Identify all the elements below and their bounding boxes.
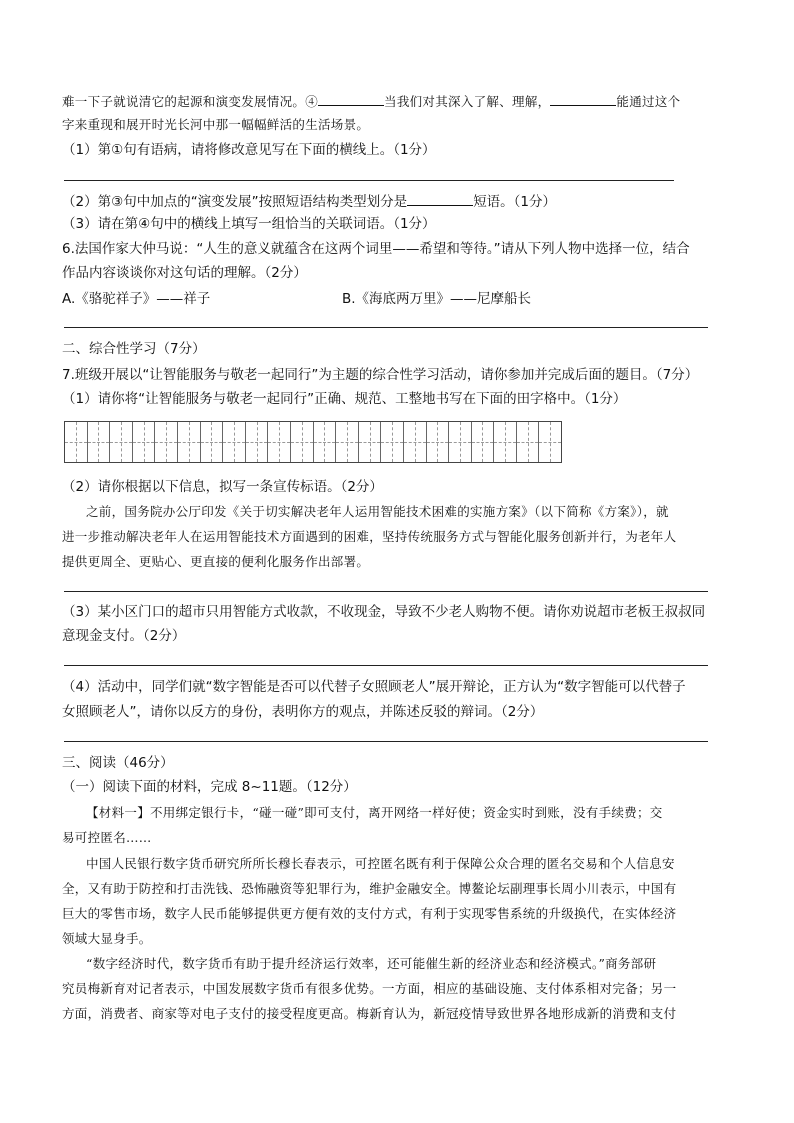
q7-stem: 7.班级开展以“让智能服务与敬老一起同行”为主题的综合性学习活动，请你参加并完成后面的题目。（7分）	[62, 367, 699, 383]
passage-text: 能通过这个	[616, 94, 681, 109]
material-para-2-line-1: “数字经济时代，数字货币有助于提升经济运行效率，还可能催生新的经济业态和经济模式。”商务部研	[86, 956, 657, 971]
q7-sub1: （1）请你将“让智能服务与敬老一起同行”正确、规范、工整地书写在下面的田字格中。（1分）	[62, 391, 627, 407]
material-para-1-line-2: 全，又有助于防控和打击洗钱、恐怖融资等犯罪行为，维护金融安全。博鳌论坛副理事长周小川表示，中国有	[62, 881, 677, 896]
section-2-title: 二、综合性学习（7分）	[62, 341, 206, 357]
grid-cell[interactable]	[427, 422, 450, 462]
q6-line-2: 作品内容谈谈你对这句话的理解。（2分）	[62, 265, 307, 281]
answer-line[interactable]	[64, 180, 674, 181]
q6-option-b: B.《海底两万里》——尼摩船长	[342, 291, 532, 307]
blank-1[interactable]	[318, 91, 384, 106]
grid-cell[interactable]	[268, 422, 291, 462]
grid-cell[interactable]	[381, 422, 404, 462]
q6-line-1: 6.法国作家大仲马说：“人生的意义就蕴含在这两个词里——希望和等待。”请从下列人物中选择一位，结合	[62, 241, 690, 257]
grid-cell[interactable]	[88, 422, 111, 462]
grid-cell[interactable]	[155, 422, 178, 462]
tianzige-grid[interactable]	[64, 421, 562, 463]
answer-line[interactable]	[64, 327, 708, 328]
material-para-2-line-3: 方面，消费者、商家等对电子支付的接受程度更高。梅新育认为，新冠疫情导致世界各地形成新的消费和支付	[62, 1006, 677, 1021]
blank-2[interactable]	[550, 91, 616, 106]
material-1-line-1: 【材料一】不用绑定银行卡，“碰一碰”即可支付，离开网络一样好使；资金实时到账，没有手续费；交	[86, 805, 663, 820]
grid-cell[interactable]	[539, 422, 561, 462]
material-para-1-line-3: 巨大的零售市场，数字人民币能够提供更方便有效的支付方式，有利于实现零售系统的升级换代，在实体经济	[62, 906, 677, 921]
q5-sub2-text: 短语。（1分）	[473, 194, 557, 210]
grid-cell[interactable]	[246, 422, 269, 462]
grid-cell[interactable]	[449, 422, 472, 462]
q7-sub3-line-1: （3）某小区门口的超市只用智能方式收款，不收现金，导致不少老人购物不便。请你劝说超市老板王叔叔同	[62, 604, 706, 620]
passage-text: 当我们对其深入了解、理解，	[384, 94, 551, 109]
grid-cell[interactable]	[291, 422, 314, 462]
q7-sub4-line-1: （4）活动中，同学们就“数字智能是否可以代替子女照顾老人”展开辩论，正方认为“数字智能可以代替子	[62, 679, 686, 695]
grid-cell[interactable]	[133, 422, 156, 462]
q5-sub2-text: （2）第③句中加点的“演变发展”按照短语结构类型划分是	[62, 194, 408, 210]
grid-cell[interactable]	[223, 422, 246, 462]
grid-cell[interactable]	[314, 422, 337, 462]
info-line-3: 提供更周全、更贴心、更直接的便利化服务作出部署。	[62, 554, 370, 569]
q5-sub3: （3）请在第④句中的横线上填写一组恰当的关联词语。（1分）	[62, 216, 436, 232]
grid-cell[interactable]	[404, 422, 427, 462]
q6-option-a: A.《骆驼祥子》——祥子	[62, 291, 211, 307]
grid-cell[interactable]	[178, 422, 201, 462]
reading-part-1: （一）阅读下面的材料，完成 8~11题。（12分）	[62, 779, 357, 795]
material-para-2-line-2: 究员梅新育对记者表示，中国发展数字货币有很多优势。一方面，相应的基础设施、支付体系相对完备；另一	[62, 981, 677, 996]
q7-sub4-line-2: 女照顾老人”，请你以反方的身份，表明你方的观点，并陈述反驳的辩词。（2分）	[62, 704, 544, 720]
passage-line-2: 字来重现和展开时光长河中那一幅幅鲜活的生活场景。	[62, 117, 370, 132]
info-line-2: 进一步推动解决老年人在运用智能技术方面遇到的困难，坚持传统服务方式与智能化服务创新并行，为老年人	[62, 529, 677, 544]
blank-3[interactable]	[407, 191, 473, 206]
material-1-line-2: 易可控匿名……	[62, 830, 152, 845]
passage-text: 难一下子就说清它的起源和演变发展情况。④	[62, 94, 319, 109]
info-line-1: 之前，国务院办公厅印发《关于切实解决老年人运用智能技术困难的实施方案》（以下简称《方案》），就	[86, 504, 669, 519]
grid-cell[interactable]	[201, 422, 224, 462]
grid-cell[interactable]	[110, 422, 133, 462]
grid-cell[interactable]	[359, 422, 382, 462]
grid-cell[interactable]	[336, 422, 359, 462]
answer-line[interactable]	[64, 741, 708, 742]
q5-sub2	[62, 191, 556, 211]
q7-sub3-line-2: 意现金支付。（2分）	[62, 628, 186, 644]
grid-cell[interactable]	[517, 422, 540, 462]
section-3-title: 三、阅读（46分）	[62, 755, 174, 771]
material-para-1-line-4: 领域大显身手。	[62, 931, 152, 946]
answer-line[interactable]	[64, 591, 708, 592]
q5-sub1: （1）第①句有语病，请将修改意见写在下面的横线上。（1分）	[62, 142, 436, 158]
answer-line[interactable]	[64, 665, 708, 666]
passage-line-1	[62, 91, 680, 111]
q7-sub2: （2）请你根据以下信息，拟写一条宣传标语。（2分）	[62, 479, 383, 495]
grid-cell[interactable]	[65, 422, 88, 462]
grid-cell[interactable]	[472, 422, 495, 462]
grid-cell[interactable]	[494, 422, 517, 462]
material-para-1-line-1: 中国人民银行数字货币研究所所长穆长春表示，可控匿名既有利于保障公众合理的匿名交易和个人信息安	[86, 856, 675, 871]
